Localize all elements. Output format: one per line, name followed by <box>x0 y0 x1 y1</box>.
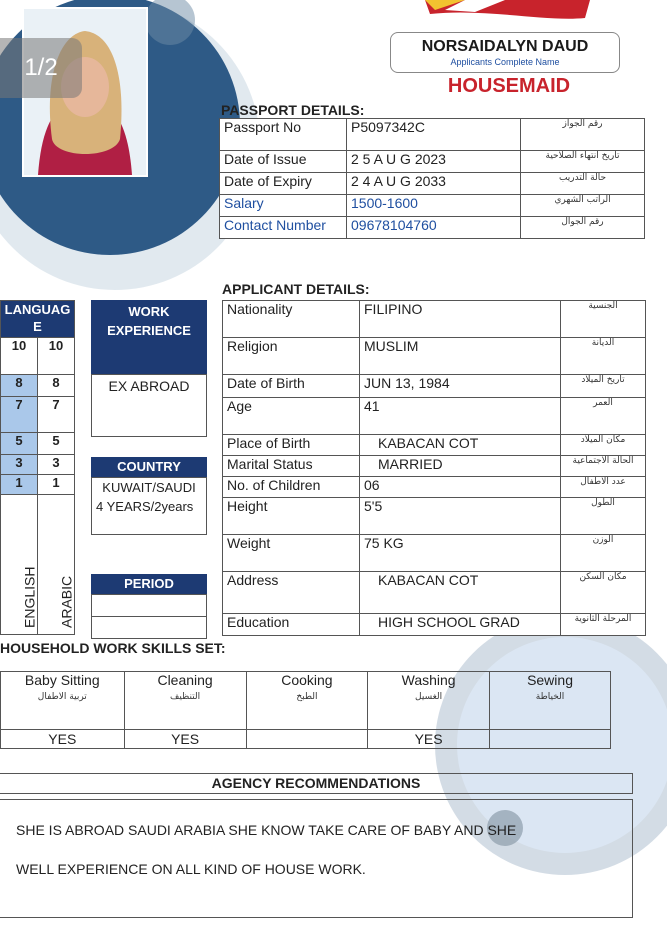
applicant-arabic: الجنسية <box>561 301 646 338</box>
language-arabic-level: 10 <box>38 338 75 375</box>
applicant-row <box>223 614 646 636</box>
position-title: HOUSEMAID <box>447 75 571 97</box>
language-table <box>0 300 75 635</box>
language-arabic-label: ARABIC <box>38 495 75 635</box>
skill-value: YES <box>124 730 246 749</box>
applicant-label: Address <box>223 572 360 614</box>
language-english-level: 5 <box>1 433 38 455</box>
passport-row <box>220 173 645 195</box>
recommendations-box <box>0 799 633 918</box>
skills-table <box>0 671 611 749</box>
passport-arabic: رقم الجواز <box>521 119 645 151</box>
applicant-value: 41 <box>360 398 561 435</box>
applicant-row <box>223 301 646 338</box>
skill-arabic: الغسيل <box>415 692 443 702</box>
applicant-value: 06 <box>360 477 561 498</box>
passport-arabic: حالة التدريب <box>521 173 645 195</box>
passport-row <box>220 119 645 151</box>
language-row <box>1 375 75 397</box>
applicant-value: MARRIED <box>360 456 561 477</box>
language-row <box>1 338 75 375</box>
skill-arabic: الطبخ <box>296 692 318 702</box>
applicant-arabic: الديانة <box>561 338 646 375</box>
applicant-arabic: تاريخ الميلاد <box>561 375 646 398</box>
applicant-label: No. of Children <box>223 477 360 498</box>
language-row <box>1 397 75 433</box>
period-row-1 <box>91 594 207 617</box>
passport-row <box>220 195 645 217</box>
passport-arabic: تاريخ انتهاء الصلاحية <box>521 151 645 173</box>
applicant-value: FILIPINO <box>360 301 561 338</box>
applicant-arabic: الطول <box>561 498 646 535</box>
applicant-value: KABACAN COT <box>360 435 561 456</box>
skill-header <box>246 672 368 730</box>
language-row <box>1 475 75 495</box>
applicant-label: Date of Birth <box>223 375 360 398</box>
passport-section-title: PASSPORT DETAILS: <box>221 102 365 118</box>
work-experience-text: EX ABROAD <box>108 378 190 394</box>
country-value: KUWAIT/SAUDI <box>91 477 207 499</box>
language-english-label: ENGLISH <box>1 495 38 635</box>
skill-value <box>246 730 368 749</box>
passport-value: P5097342C <box>347 119 521 151</box>
passport-label: Passport No <box>220 119 347 151</box>
name-caption: Applicants Complete Name <box>450 57 560 67</box>
language-english-level: 1 <box>1 475 38 495</box>
skill-header <box>124 672 246 730</box>
language-english-level: 8 <box>1 375 38 397</box>
recommendation-line-2: WELL EXPERIENCE ON ALL KIND OF HOUSE WORK. <box>16 861 366 877</box>
passport-arabic: الراتب الشهري <box>521 195 645 217</box>
applicant-value: 75 KG <box>360 535 561 572</box>
applicant-value: JUN 13, 1984 <box>360 375 561 398</box>
recommendations-title: AGENCY RECOMMENDATIONS <box>211 775 421 791</box>
skill-value: YES <box>368 730 490 749</box>
applicant-arabic: الوزن <box>561 535 646 572</box>
applicant-name: NORSAIDALYN DAUD <box>421 38 589 55</box>
applicant-arabic: عدد الاطفال <box>561 477 646 498</box>
passport-value: 2 5 A U G 2023 <box>347 151 521 173</box>
applicant-label: Religion <box>223 338 360 375</box>
skill-label: Baby Sitting <box>24 672 100 688</box>
language-arabic-level: 3 <box>38 455 75 475</box>
skill-arabic: تربية الاطفال <box>37 692 87 702</box>
applicant-row <box>223 477 646 498</box>
language-arabic-level: 1 <box>38 475 75 495</box>
recommendations-header <box>0 773 633 794</box>
page-indicator: 1/2 <box>0 38 82 98</box>
language-arabic-level: 7 <box>38 397 75 433</box>
skill-label: Washing <box>401 672 456 688</box>
passport-arabic: رقم الجوال <box>521 217 645 239</box>
skill-value <box>490 730 611 749</box>
skill-arabic: التنظيف <box>170 692 201 702</box>
passport-label: Date of Issue <box>220 151 347 173</box>
skills-section-title: HOUSEHOLD WORK SKILLS SET: <box>0 640 226 656</box>
name-box <box>390 32 620 73</box>
applicant-arabic: مكان السكن <box>561 572 646 614</box>
applicant-label: Height <box>223 498 360 535</box>
skill-header <box>490 672 611 730</box>
applicant-label: Weight <box>223 535 360 572</box>
passport-row <box>220 217 645 239</box>
period-header: PERIOD <box>91 574 207 594</box>
skill-header <box>368 672 490 730</box>
passport-value: 09678104760 <box>347 217 521 239</box>
skill-arabic: الخياطة <box>535 692 565 702</box>
language-arabic-level: 5 <box>38 433 75 455</box>
recommendation-line-1: SHE IS ABROAD SAUDI ARABIA SHE KNOW TAKE CARE OF BABY AND SHE <box>16 822 517 838</box>
applicant-row <box>223 398 646 435</box>
applicant-section-title: APPLICANT DETAILS: <box>222 281 370 297</box>
applicant-row <box>223 375 646 398</box>
passport-label: Salary <box>220 195 347 217</box>
country-header: COUNTRY <box>91 457 207 477</box>
applicant-table <box>222 300 646 636</box>
passport-value: 1500-1600 <box>347 195 521 217</box>
work-experience-header: WORK EXPERIENCE <box>91 300 207 374</box>
language-english-level: 3 <box>1 455 38 475</box>
applicant-row <box>223 456 646 477</box>
skill-label: Cooking <box>281 672 333 688</box>
work-experience-value <box>91 374 207 437</box>
skill-label: Sewing <box>527 672 573 688</box>
flag-icon <box>425 0 590 22</box>
skill-header <box>1 672 125 730</box>
applicant-row <box>223 435 646 456</box>
language-arabic-level: 8 <box>38 375 75 397</box>
language-english-level: 10 <box>1 338 38 375</box>
applicant-label: Age <box>223 398 360 435</box>
passport-label: Date of Expiry <box>220 173 347 195</box>
language-row <box>1 433 75 455</box>
applicant-label: Marital Status <box>223 456 360 477</box>
passport-label: Contact Number <box>220 217 347 239</box>
applicant-row <box>223 535 646 572</box>
passport-row <box>220 151 645 173</box>
skill-label: Cleaning <box>157 672 213 688</box>
applicant-value: 5'5 <box>360 498 561 535</box>
applicant-row <box>223 498 646 535</box>
language-row <box>1 455 75 475</box>
applicant-row <box>223 572 646 614</box>
applicant-value: KABACAN COT <box>360 572 561 614</box>
language-english-level: 7 <box>1 397 38 433</box>
skill-value: YES <box>1 730 125 749</box>
language-header: LANGUAGE <box>1 301 75 338</box>
applicant-value: MUSLIM <box>360 338 561 375</box>
passport-value: 2 4 A U G 2033 <box>347 173 521 195</box>
work-years-value: 4 YEARS/2years <box>91 497 207 535</box>
period-row-2 <box>91 616 207 639</box>
applicant-arabic: الحالة الاجتماعية <box>561 456 646 477</box>
applicant-label: Education <box>223 614 360 636</box>
applicant-arabic: المرحلة الثانوية <box>561 614 646 636</box>
applicant-label: Place of Birth <box>223 435 360 456</box>
applicant-row <box>223 338 646 375</box>
applicant-label: Nationality <box>223 301 360 338</box>
applicant-value: HIGH SCHOOL GRAD <box>360 614 561 636</box>
applicant-arabic: العمر <box>561 398 646 435</box>
applicant-arabic: مكان الميلاد <box>561 435 646 456</box>
passport-table <box>219 118 645 239</box>
